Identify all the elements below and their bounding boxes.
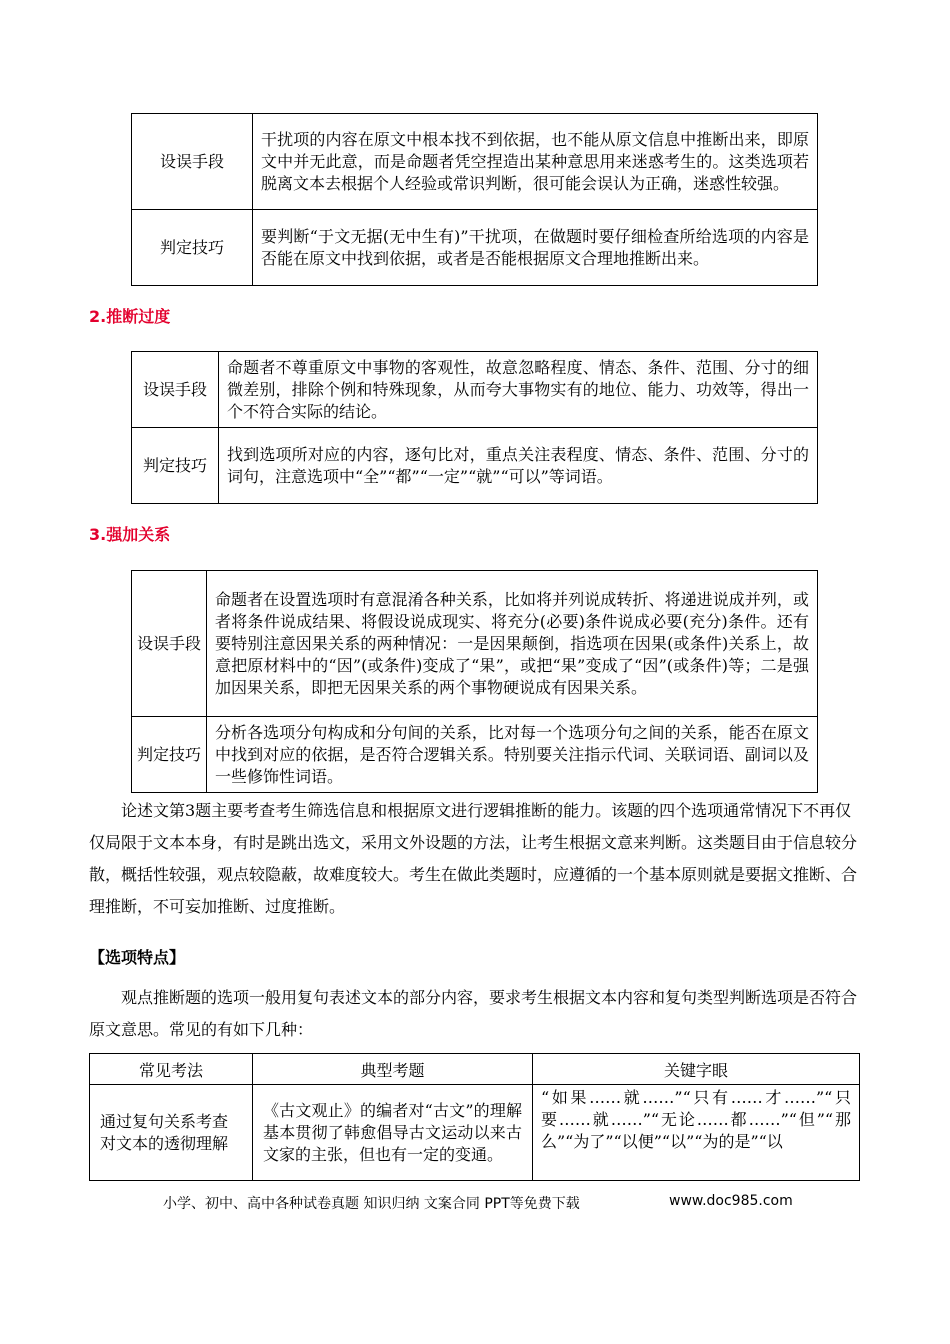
table-row [90, 1085, 860, 1181]
footer-text: 小学、初中、高中各种试卷真题 知识归纳 文案合同 PPT等免费下载 [163, 1196, 580, 1212]
table-row [132, 114, 818, 210]
body-paragraph: 论述文第3题主要考查考生筛选信息和根据原文进行逻辑推断的能力。该题的四个选项通常情况下不再仅仅局限于文本本身，有时是跳出选文，采用文外设题的方法，让考生根据文意来判断。这类题目由于信息较分散，概括性较强，观点较隐蔽，故难度较大。考生在做此类题时，应遵循的一个基本原则就是要据文推断、合理推断，不可妄加推断、过度推断。 [89, 801, 858, 916]
table-row [132, 352, 818, 428]
table-over-inference [131, 351, 818, 504]
row-label: 设误手段 [132, 114, 253, 210]
row-text: 干扰项的内容在原文中根本找不到依据，也不能从原文信息中推断出来，即原文中并无此意，而是命题者凭空捏造出某种意思用来迷惑考生的。这类选项若脱离文本去根据个人经验或常识判断，很可能会误认为正确，迷惑性较强。 [253, 114, 818, 210]
row-text: 要判断“于文无据(无中生有)”干扰项，在做题时要仔细检查所给选项的内容是否能在原文中找到依据，或者是否能根据原文合理地推断出来。 [253, 210, 818, 286]
row-label: 判定技巧 [132, 210, 253, 286]
column-header: 常见考法 [90, 1054, 253, 1085]
table-header-row [90, 1054, 860, 1085]
table-row [132, 428, 818, 504]
table-forced-relation [131, 570, 818, 793]
body-paragraph: 观点推断题的选项一般用复句表述文本的部分内容，要求考生根据文本内容和复句类型判断选项是否符合原文意思。常见的有如下几种： [89, 988, 858, 1039]
cell-keywords: “如果……就……”“只有……才……”“只要……就……”“无论……都……”“但”“那么”“为了”“以便”“以”“为的是”“以 [533, 1085, 860, 1181]
column-header: 典型考题 [253, 1054, 533, 1085]
section-heading-2: 2.推断过度 [89, 307, 171, 326]
table-question-types [89, 1053, 860, 1181]
row-text: 命题者在设置选项时有意混淆各种关系，比如将并列说成转折、将递进说成并列，或者将条件说成结果、将假设说成现实、将充分(必要)条件说成必要(充分)条件。还有要特别注意因果关系的两种情况：一是因果颠倒，指选项在因果(或条件)关系上，故意把原材料中的“因”(或条件)变成了“果”，或把“果”变成了“因”(或条件)等；二是强加因果关系，即把无因果关系的两个事物硬说成有因果关系。 [207, 571, 818, 717]
cell-example: 《古文观止》的编者对“古文”的理解基本贯彻了韩愈倡导古文运动以来古文家的主张，但也有一定的变通。 [253, 1085, 533, 1181]
table-row [132, 717, 818, 793]
column-header: 关键字眼 [533, 1054, 860, 1085]
section-heading-3: 3.强加关系 [89, 525, 171, 544]
row-text: 分析各选项分句构成和分句间的关系，比对每一个选项分句之间的关系，能否在原文中找到对应的依据，是否符合逻辑关系。特别要关注指示代词、关联词语、副词以及一些修饰性词语。 [207, 717, 818, 793]
row-label: 判定技巧 [132, 717, 207, 793]
row-label: 设误手段 [132, 571, 207, 717]
table-fabrication [131, 113, 818, 286]
footer-url: www.doc985.com [669, 1193, 793, 1209]
table-row [132, 571, 818, 717]
row-text: 命题者不尊重原文中事物的客观性，故意忽略程度、情态、条件、范围、分寸的细微差别，排除个例和特殊现象，从而夸大事物实有的地位、能力、功效等，得出一个不符合实际的结论。 [219, 352, 818, 428]
feature-heading: 【选项特点】 [89, 948, 186, 967]
row-label: 判定技巧 [132, 428, 219, 504]
cell-method: 通过复句关系考查对文本的透彻理解 [90, 1085, 253, 1181]
row-text: 找到选项所对应的内容，逐句比对，重点关注表程度、情态、条件、范围、分寸的词句，注意选项中“全”“都”“一定”“就”“可以”等词语。 [219, 428, 818, 504]
table-row [132, 210, 818, 286]
row-label: 设误手段 [132, 352, 219, 428]
